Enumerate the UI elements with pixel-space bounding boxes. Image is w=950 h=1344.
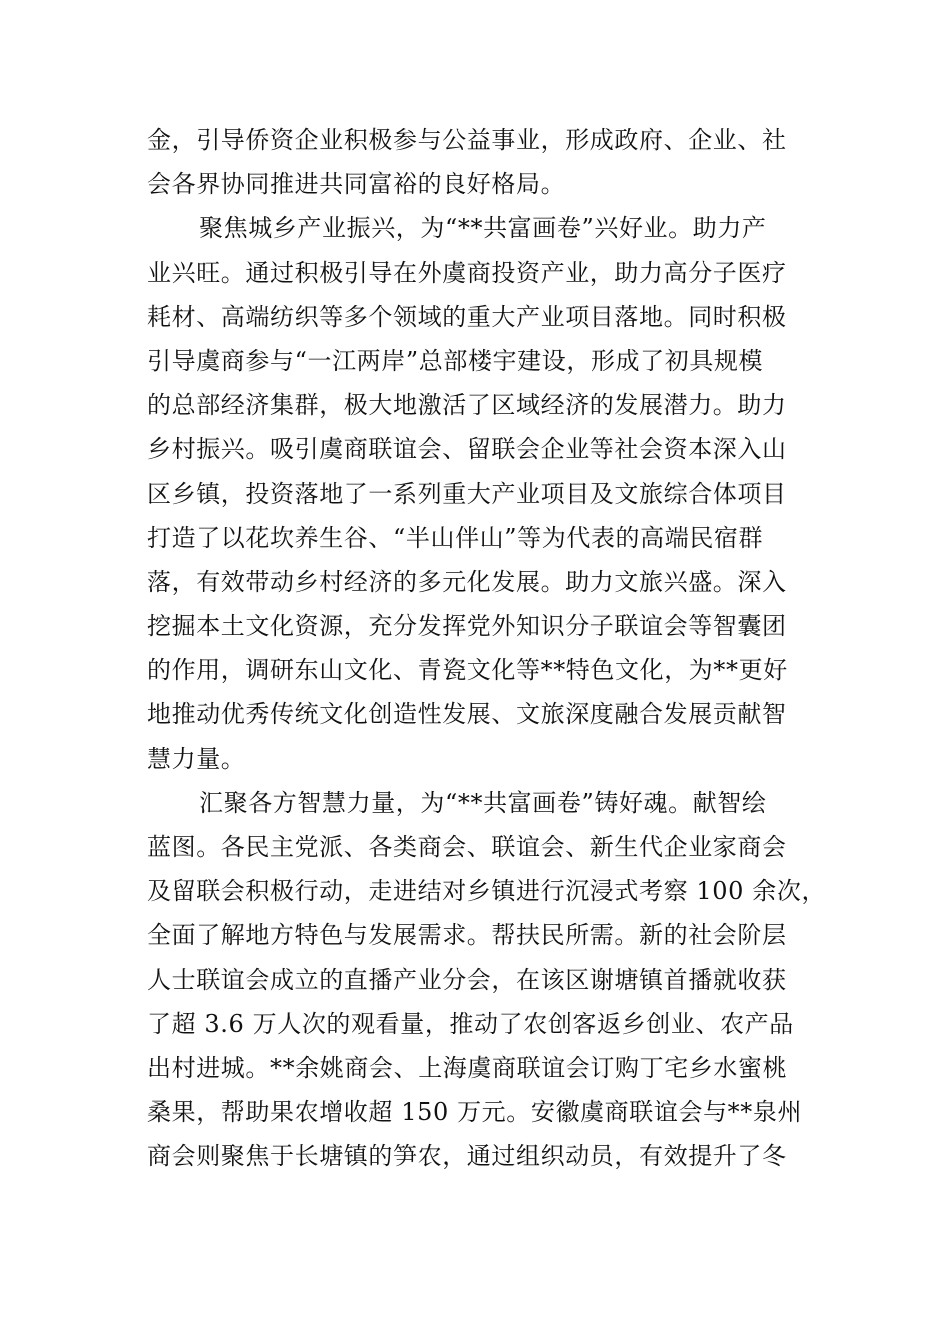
text-line: 打造了以花坎养生谷、“半山伴山”等为代表的高端民宿群 [147,523,764,552]
text-line: 区乡镇，投资落地了一系列重大产业项目及文旅综合体项目 [147,479,787,508]
text-line: 及留联会积极行动，走进结对乡镇进行沉浸式考察 100 余次， [147,877,827,906]
text-line: 挖掘本土文化资源，充分发挥党外知识分子联谊会等智囊团 [147,612,787,641]
text-line: 商会则聚焦于长塘镇的笋农，通过组织动员，有效提升了冬 [147,1142,787,1171]
text-line: 汇聚各方智慧力量，为“**共富画卷”铸好魂。献智绘 [199,788,767,817]
text-line: 聚焦城乡产业振兴，为“**共富画卷”兴好业。助力产 [199,214,767,243]
text-line: 桑果，帮助果农增收超 150 万元。安徽虞商联谊会与**泉州 [147,1098,803,1127]
text-line: 地推动优秀传统文化创造性发展、文旅深度融合发展贡献智 [147,700,787,729]
text-line: 全面了解地方特色与发展需求。帮扶民所需。新的社会阶层 [147,921,787,950]
text-line: 蓝图。各民主党派、各类商会、联谊会、新生代企业家商会 [147,833,787,861]
text-line: 人士联谊会成立的直播产业分会，在该区谢塘镇首播就收获 [147,965,787,994]
text-line: 慧力量。 [147,744,246,773]
text-line: 乡村振兴。吸引虞商联谊会、留联会企业等社会资本深入山 [147,435,787,464]
body-text [147,118,827,1179]
text-line: 的总部经济集群，极大地激活了区域经济的发展潜力。助力 [147,391,787,420]
text-line: 出村进城。**余姚商会、上海虞商联谊会订购丁宅乡水蜜桃 [147,1053,788,1082]
text-line: 了超 3.6 万人次的观看量，推动了农创客返乡创业、农产品 [147,1009,794,1038]
text-line: 金，引导侨资企业积极参与公益事业，形成政府、企业、社 [147,126,787,154]
text-line: 耗材、高端纺织等多个领域的重大产业项目落地。同时积极 [147,302,787,331]
text-line: 的作用，调研东山文化、青瓷文化等**特色文化，为**更好 [147,656,788,685]
text-line: 业兴旺。通过积极引导在外虞商投资产业，助力高分子医疗 [147,258,787,287]
text-line: 引导虞商参与“一江两岸”总部楼宇建设，形成了初具规模 [147,346,764,375]
text-line: 会各界协同推进共同富裕的良好格局。 [147,170,566,199]
text-line: 落，有效带动乡村经济的多元化发展。助力文旅兴盛。深入 [147,567,787,596]
